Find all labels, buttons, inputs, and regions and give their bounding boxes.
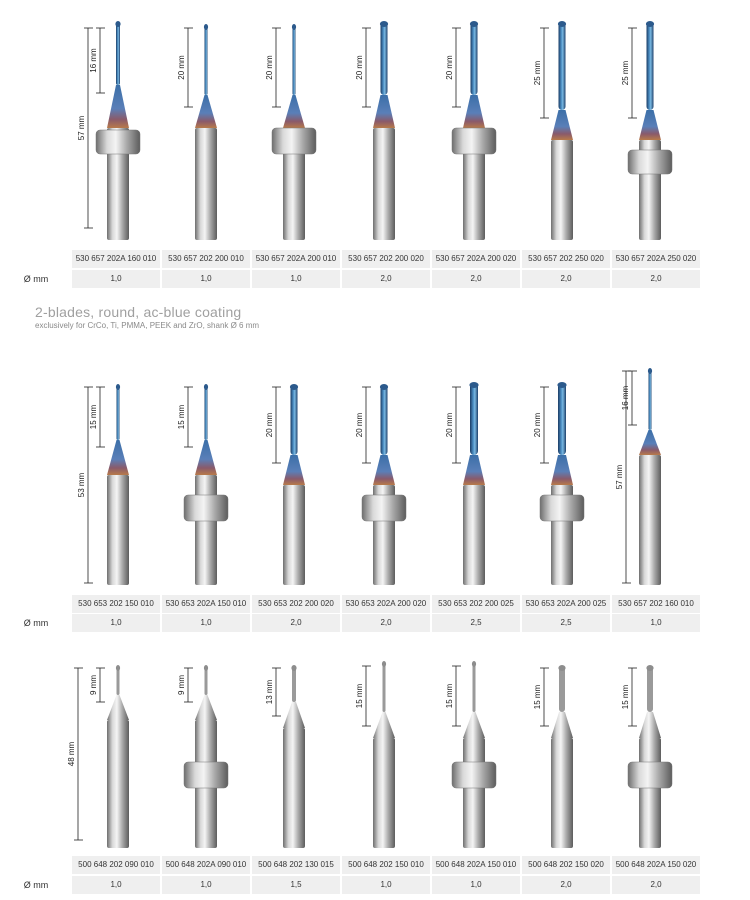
svg-text:9 mm: 9 mm [89, 675, 98, 695]
svg-text:15 mm: 15 mm [355, 683, 364, 709]
product-code: 500 648 202 150 010 [342, 856, 432, 874]
product-code: 500 648 202 150 020 [522, 856, 612, 874]
diameter-value: 1,0 [252, 270, 342, 288]
svg-text:20 mm: 20 mm [355, 55, 364, 80]
diameter-value: 2,5 [522, 614, 612, 632]
diameter-value: 2,0 [342, 270, 432, 288]
svg-text:16 mm: 16 mm [89, 48, 98, 73]
cutter-tool [184, 384, 228, 585]
diameter-value: 1,0 [72, 876, 162, 894]
product-code: 530 653 202A 200 025 [522, 595, 612, 613]
cutter-tool [184, 665, 228, 848]
cutting-length-dimension [445, 666, 461, 726]
svg-text:15 mm: 15 mm [445, 683, 454, 709]
svg-text:15 mm: 15 mm [89, 404, 98, 430]
product-code-row-2 [0, 595, 750, 613]
cutting-length-dimension [621, 668, 637, 726]
cutter-tool [463, 382, 485, 585]
cutter-tool [639, 368, 661, 585]
svg-text:48 mm: 48 mm [67, 741, 76, 767]
tool-row-1-illustration [0, 0, 750, 250]
svg-text:15 mm: 15 mm [177, 404, 186, 430]
product-code: 530 657 202A 250 020 [612, 250, 702, 268]
tool-row-2 [0, 355, 750, 595]
row-label-diameter: Ø mm [23, 880, 49, 890]
svg-text:20 mm: 20 mm [533, 412, 542, 438]
cutting-length-dimension [355, 387, 371, 463]
cutting-length-dimension [621, 371, 637, 425]
product-code: 530 653 202 200 025 [432, 595, 522, 613]
row-label-codes [0, 250, 72, 268]
diameter-value: 2,0 [522, 270, 612, 288]
diameter-row-3 [0, 876, 750, 894]
svg-text:25 mm: 25 mm [621, 60, 630, 86]
cutter-tool [107, 665, 129, 848]
cutting-length-dimension [533, 28, 549, 118]
product-code: 530 653 202A 200 020 [342, 595, 432, 613]
cutting-length-dimension [355, 666, 371, 726]
section-title: 2-blades, round, ac-blue coating [35, 304, 242, 320]
diameter-value: 2,0 [252, 614, 342, 632]
diameter-value: 2,0 [612, 270, 702, 288]
tool-row-1 [0, 0, 750, 250]
diameter-value: 1,0 [432, 876, 522, 894]
product-code: 530 653 202A 150 010 [162, 595, 252, 613]
product-code: 530 657 202A 160 010 [72, 250, 162, 268]
product-code: 500 648 202 090 010 [72, 856, 162, 874]
cutter-tool [107, 384, 129, 585]
overall-length-dimension [67, 668, 83, 840]
product-code-row-1 [0, 250, 750, 268]
svg-text:20 mm: 20 mm [177, 55, 186, 80]
row-label-codes [0, 856, 72, 874]
cutting-length-dimension [89, 668, 105, 702]
diameter-value: 2,0 [432, 270, 522, 288]
cutter-tool [96, 21, 140, 240]
cutter-tool [551, 21, 573, 240]
cutting-length-dimension [533, 387, 549, 463]
cutter-tool [272, 24, 316, 240]
cutting-length-dimension [265, 668, 281, 716]
product-code: 500 648 202 130 015 [252, 856, 342, 874]
tool-row-3-illustration [0, 640, 750, 855]
cutter-tool [452, 661, 496, 848]
product-code: 530 657 202 200 010 [162, 250, 252, 268]
diameter-value: 1,0 [72, 270, 162, 288]
cutting-length-dimension [355, 28, 371, 107]
svg-text:9 mm: 9 mm [177, 675, 186, 695]
diameter-value: 2,0 [342, 614, 432, 632]
svg-text:20 mm: 20 mm [265, 55, 274, 80]
cutter-tool [283, 665, 305, 848]
product-code: 530 657 202 250 020 [522, 250, 612, 268]
cutting-length-dimension [265, 387, 281, 463]
svg-text:20 mm: 20 mm [445, 412, 454, 438]
svg-text:20 mm: 20 mm [265, 412, 274, 438]
svg-text:13 mm: 13 mm [265, 679, 274, 705]
cutter-tool [195, 24, 217, 240]
cutter-tool [551, 665, 573, 848]
product-code: 530 657 202 160 010 [612, 595, 702, 613]
cutting-length-dimension [445, 28, 461, 107]
product-code: 530 657 202A 200 020 [432, 250, 522, 268]
product-code: 500 648 202A 090 010 [162, 856, 252, 874]
tool-row-3 [0, 640, 750, 855]
diameter-value: 1,0 [72, 614, 162, 632]
cutting-length-dimension [177, 387, 193, 447]
diameter-value: 1,0 [612, 614, 702, 632]
diameter-value: 2,0 [522, 876, 612, 894]
cutter-tool [283, 384, 305, 585]
product-code: 530 653 202 150 010 [72, 595, 162, 613]
section-subtitle: exclusively for CrCo, Ti, PMMA, PEEK and ZrO, shank Ø 6 mm [35, 321, 260, 330]
diameter-value: 1,0 [162, 614, 252, 632]
diameter-value: 1,0 [342, 876, 432, 894]
cutting-length-dimension [265, 28, 281, 107]
product-code: 500 648 202A 150 010 [432, 856, 522, 874]
cutting-length-dimension [445, 387, 461, 463]
cutter-tool [628, 665, 672, 848]
diameter-row-2 [0, 614, 750, 632]
section-heading [35, 304, 259, 330]
product-code-row-3 [0, 856, 750, 874]
cutter-tool [362, 384, 406, 585]
product-code: 500 648 202A 150 020 [612, 856, 702, 874]
svg-text:15 mm: 15 mm [533, 684, 542, 710]
product-code: 530 653 202 200 020 [252, 595, 342, 613]
svg-text:53 mm: 53 mm [77, 472, 86, 498]
row-label-diameter: Ø mm [23, 618, 49, 628]
svg-text:57 mm: 57 mm [77, 115, 86, 141]
tool-row-2-illustration [0, 355, 750, 595]
cutting-length-dimension [89, 28, 105, 93]
cutter-tool [540, 382, 584, 585]
cutter-tool [452, 21, 496, 240]
svg-text:57 mm: 57 mm [615, 464, 624, 490]
cutting-length-dimension [621, 28, 637, 118]
diameter-value: 1,0 [162, 876, 252, 894]
cutter-tool [628, 21, 672, 240]
cutting-length-dimension [533, 668, 549, 726]
cutter-tool [373, 661, 395, 848]
diameter-value: 2,0 [612, 876, 702, 894]
cutting-length-dimension [89, 387, 105, 447]
svg-text:16 mm: 16 mm [621, 385, 630, 411]
cutter-tool [373, 21, 395, 240]
diameter-row-1 [0, 270, 750, 288]
svg-text:15 mm: 15 mm [621, 684, 630, 710]
svg-text:20 mm: 20 mm [445, 55, 454, 80]
diameter-value: 1,5 [252, 876, 342, 894]
product-code: 530 657 202A 200 010 [252, 250, 342, 268]
cutting-length-dimension [177, 28, 193, 107]
diameter-value: 2,5 [432, 614, 522, 632]
diameter-value: 1,0 [162, 270, 252, 288]
svg-text:20 mm: 20 mm [355, 412, 364, 438]
row-label-diameter: Ø mm [23, 274, 49, 284]
svg-text:25 mm: 25 mm [533, 60, 542, 86]
cutting-length-dimension [177, 668, 193, 702]
row-label-codes [0, 595, 72, 613]
product-code: 530 657 202 200 020 [342, 250, 432, 268]
